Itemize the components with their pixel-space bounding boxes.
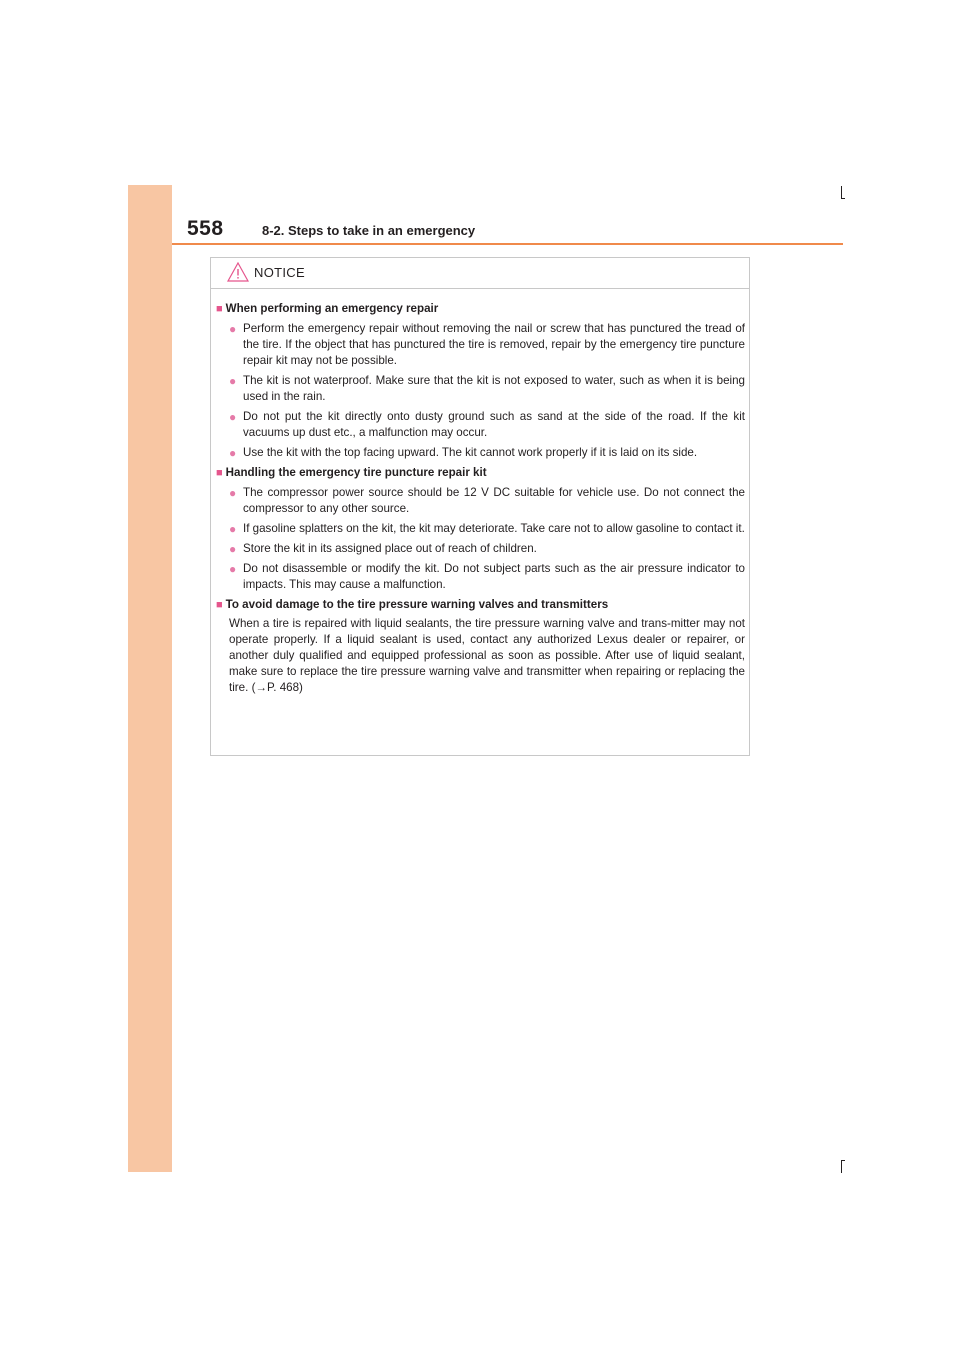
section-heading	[216, 301, 745, 317]
list-item-text: Store the kit in its assigned place out of reach of children.	[243, 542, 537, 555]
list-item	[229, 541, 745, 557]
header-rule	[172, 243, 843, 245]
section-heading	[216, 465, 745, 481]
crop-mark-bottom-tick	[841, 1160, 845, 1161]
crop-mark-top-tick	[841, 198, 845, 199]
list-item	[229, 373, 745, 405]
dot-bullet-icon: ●	[229, 374, 237, 388]
page-header	[172, 212, 843, 246]
list-item-text: Use the kit with the top facing upward. The kit cannot work properly if it is laid on its side.	[243, 446, 698, 459]
warning-triangle-icon	[227, 262, 249, 282]
list-item	[229, 561, 745, 593]
notice-header	[211, 258, 749, 289]
dot-bullet-icon: ●	[229, 486, 237, 500]
dot-bullet-icon: ●	[229, 542, 237, 556]
section-heading-text: To avoid damage to the tire pressure warning valves and transmitters	[225, 598, 609, 611]
list-item	[229, 445, 745, 461]
list-item-text: Do not put the kit directly onto dusty ground such as sand at the side of the road. If the kit vacuums up dust etc., a malfunction may occur.	[243, 410, 745, 439]
section-paragraph	[229, 616, 745, 696]
dot-bullet-icon: ●	[229, 446, 237, 460]
notice-section-handling-kit	[216, 465, 745, 593]
notice-body	[216, 301, 745, 700]
section-heading	[216, 597, 745, 613]
list-item	[229, 409, 745, 441]
section-title: 8-2. Steps to take in an emergency	[262, 223, 476, 238]
list-item	[229, 485, 745, 517]
notice-section-emergency-repair	[216, 301, 745, 461]
dot-bullet-icon: ●	[229, 322, 237, 336]
dot-bullet-icon: ●	[229, 522, 237, 536]
square-bullet-icon: ■	[216, 599, 223, 611]
page-reference-link[interactable]: (→P. 468)	[251, 681, 303, 694]
notice-section-tpms-valves	[216, 597, 745, 696]
notice-box	[210, 257, 750, 756]
notice-title: NOTICE	[254, 265, 305, 280]
crop-mark-bottom	[841, 1160, 842, 1173]
dot-bullet-icon: ●	[229, 562, 237, 576]
square-bullet-icon: ■	[216, 303, 223, 315]
list-item-text: The compressor power source should be 12 V DC suitable for vehicle use. Do not connect the compressor to any other source.	[243, 486, 745, 515]
list-item	[229, 521, 745, 537]
section-heading-text: When performing an emergency repair	[225, 302, 439, 315]
square-bullet-icon: ■	[216, 467, 223, 479]
section-heading-text: Handling the emergency tire puncture repair kit	[225, 466, 487, 479]
list-item-text: If gasoline splatters on the kit, the kit may deteriorate. Take care not to allow gasoline to contact it.	[243, 522, 745, 535]
chapter-side-band	[128, 185, 172, 1172]
list-item	[229, 321, 745, 369]
list-item-text: The kit is not waterproof. Make sure that the kit is not exposed to water, such as when it is being used in the rain.	[243, 374, 745, 403]
paragraph-text: When a tire is repaired with liquid sealants, the tire pressure warning valve and trans-mitter may not operate properly. If a liquid sealant is used, contact any authorized Lexus dealer or repairer, or another duly qualified and equipped professional as soon as possible. After use of liquid sealant, make sure to replace the tire pressure warning valve and transmitter when repairing or replacing the tire.	[229, 617, 745, 694]
list-item-text: Perform the emergency repair without removing the nail or screw that has punctured the tread of the tire. If the object that has punctured the tire is removed, repair by the emergency tire puncture repair kit may not be possible.	[243, 322, 745, 367]
list-item-text: Do not disassemble or modify the kit. Do not subject parts such as the air pressure indicator to impacts. This may cause a malfunction.	[243, 562, 745, 591]
page-number: 558	[187, 217, 224, 240]
dot-bullet-icon: ●	[229, 410, 237, 424]
